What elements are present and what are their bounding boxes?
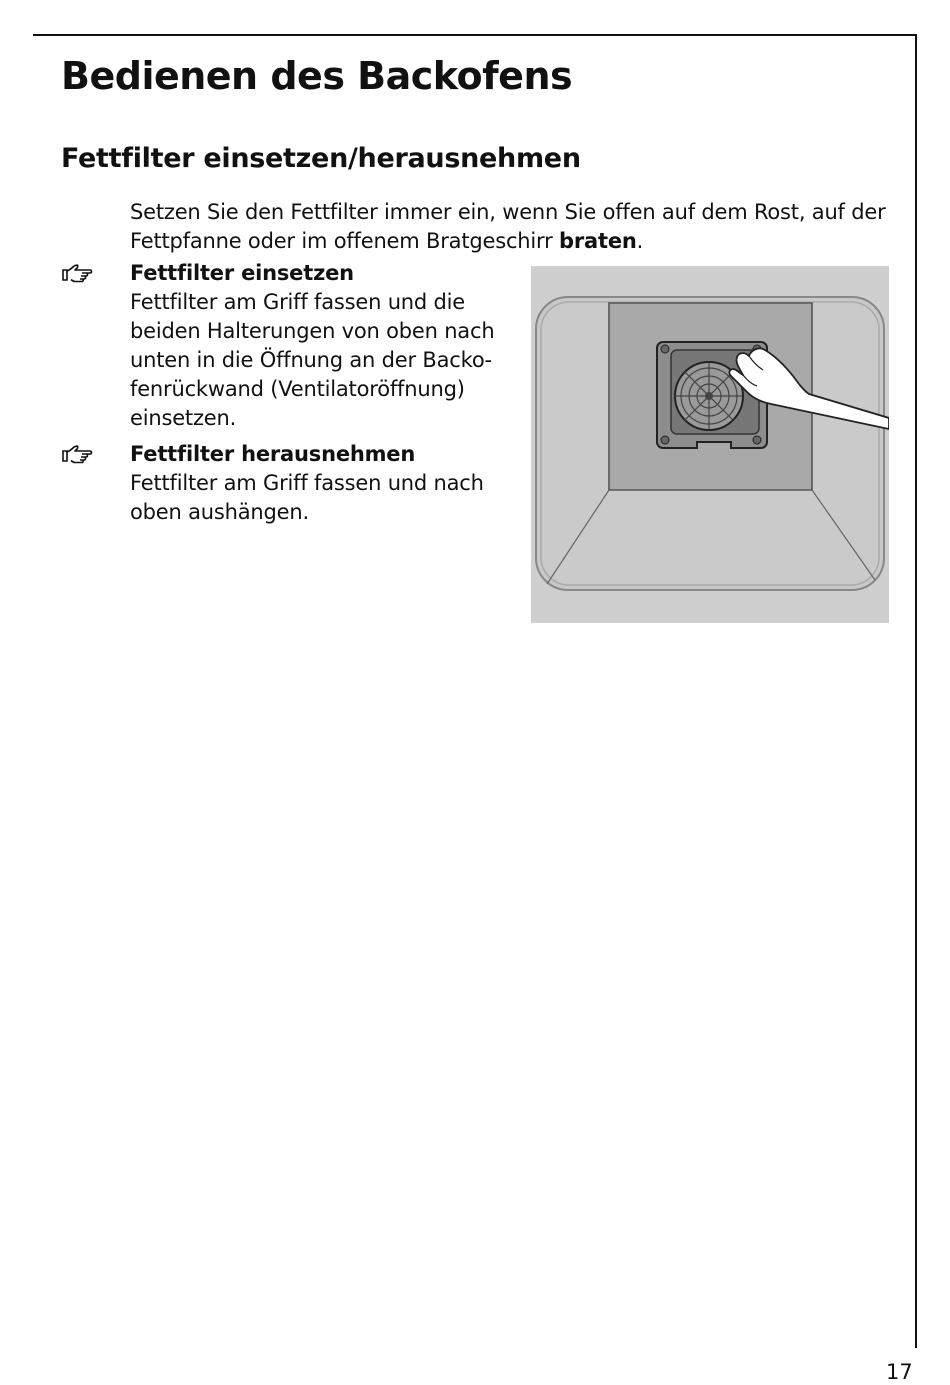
section-heading: Fettfilter einsetzen/herausnehmen [61, 143, 581, 174]
step-title: Fettfilter einsetzen [130, 261, 354, 285]
oven-fan-filter-illustration [531, 266, 889, 623]
intro-paragraph [130, 198, 890, 256]
right-rule [915, 34, 917, 1348]
pointing-hand-icon [61, 443, 97, 465]
page-number: 17 [886, 1360, 913, 1384]
intro-bold-word: braten [559, 229, 637, 253]
pointing-hand-icon [61, 262, 97, 284]
step-title: Fettfilter herausnehmen [130, 442, 416, 466]
page-title: Bedienen des Backofens [61, 54, 573, 98]
step-text: Fettfilter am Griff fassen und die beiden Halterungen von oben nach unten in die Öffnung an der Backofenrückwand (Ventilatoröffnung) einsetzen. [130, 290, 495, 430]
intro-end: . [636, 229, 644, 253]
intro-text: Setzen Sie den Fettfilter immer ein, wenn Sie offen auf dem Rost, auf der Fettpfanne oder im offenem Bratgeschirr [130, 200, 886, 253]
top-rule [33, 34, 917, 36]
step-remove-filter [61, 440, 531, 527]
step-insert-filter [61, 259, 531, 433]
step-text: Fettfilter am Griff fassen und nach oben aushängen. [130, 471, 484, 524]
